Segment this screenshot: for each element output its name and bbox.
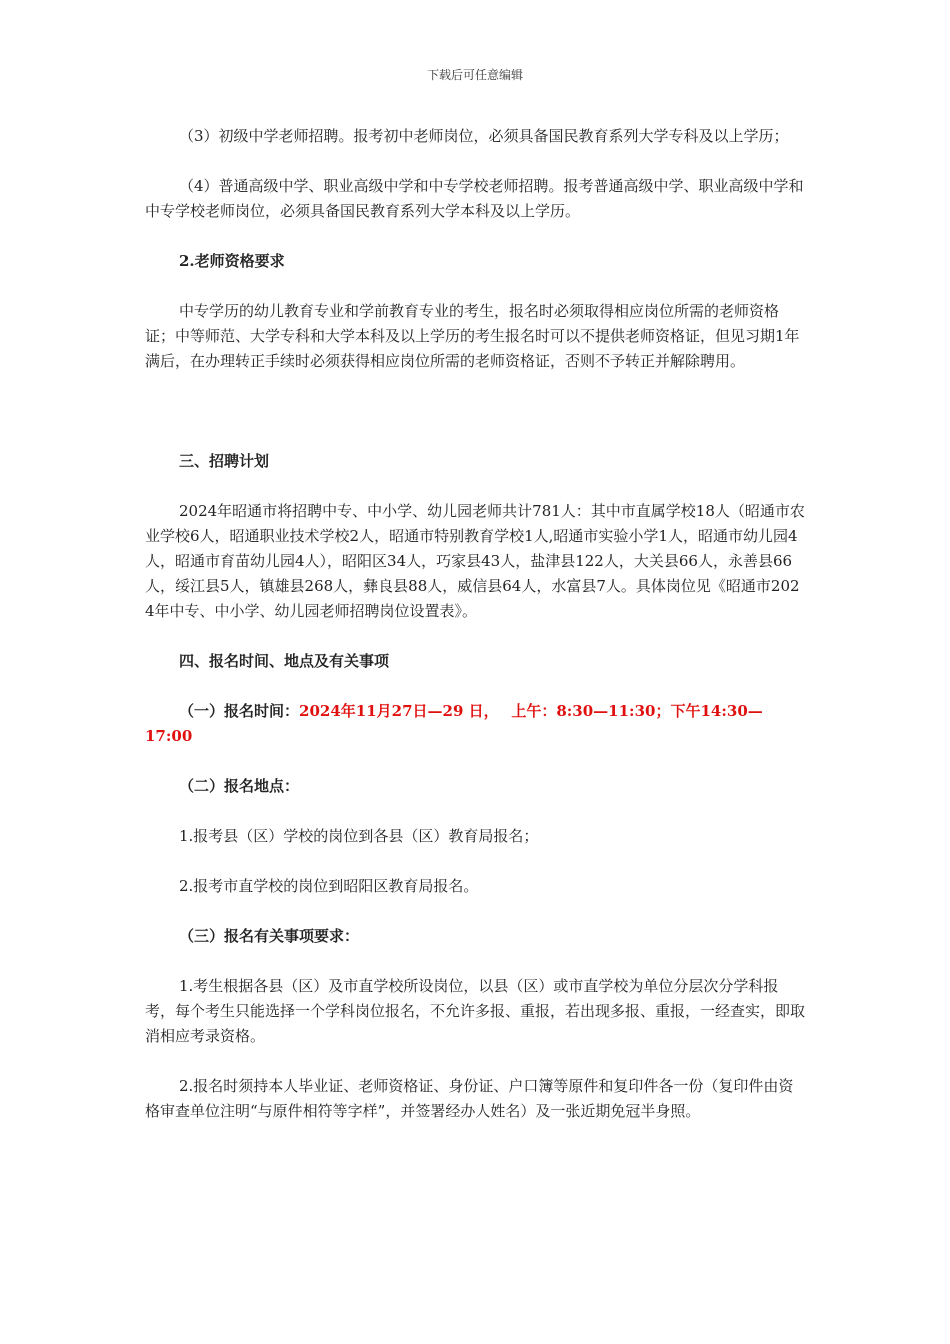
paragraph-senior-high: （4）普通高级中学、职业高级中学和中专学校老师招聘。报考普通高级中学、职业高级中学和中专学校老师岗位，必须具备国民教育系列大学本科及以上学历。: [145, 177, 804, 220]
registration-place-city: 2.报考市直学校的岗位到昭阳区教育局报名。: [179, 877, 479, 895]
heading-registration-place: （二）报名地点：: [179, 777, 300, 795]
paragraph-junior-middle: （3）初级中学老师招聘。报考初中老师岗位，必须具备国民教育系列大学专科及以上学历；: [179, 127, 789, 145]
heading-teacher-qualification: 2.老师资格要求: [179, 252, 285, 270]
requirement-item-2: 2.报名时须持本人毕业证、老师资格证、身份证、户口簿等原件和复印件各一份（复印件由资格审查单位注明“与原件相符等字样”，并签署经办人姓名）及一张近期免冠半身照。: [145, 1077, 794, 1120]
heading-registration-requirements: （三）报名有关事项要求：: [179, 927, 360, 945]
heading-registration: 四、报名时间、地点及有关事项: [179, 652, 390, 670]
registration-time-value: 2024年11月27日—29 日， 上午：8:30—11:30；下午14:30—17:00: [145, 702, 763, 745]
requirement-item-1: 1.考生根据各县（区）及市直学校所设岗位，以县（区）或市直学校为单位分层次分学科报考，每个考生只能选择一个学科岗位报名，不允许多报、重报，若出现多报、重报，一经查实，即取消相应考录资格。: [145, 977, 806, 1045]
registration-time: [145, 699, 808, 749]
heading-recruitment-plan: 三、招聘计划: [179, 452, 270, 470]
paragraph-recruitment-plan: 2024年昭通市将招聘中专、中小学、幼儿园老师共计781人：其中市直属学校18人（昭通市农业学校6人，昭通职业技术学校2人，昭通市特别教育学校1人,昭通市实验小学1人，昭通市幼儿园4人，昭通市育苗幼儿园4人），昭阳区34人，巧家县43人，盐津县122人，大关县66人，永善县66人，绥江县5人，镇雄县268人，彝良县88人，威信县64人，水富县7人。具体岗位见《昭通市2024年中专、中小学、幼儿园老师招聘岗位设置表》。: [145, 502, 805, 620]
page-header: 下载后可任意编辑: [426, 68, 523, 82]
registration-place-county: 1.报考县（区）学校的岗位到各县（区）教育局报名；: [179, 827, 539, 845]
document-body: [145, 124, 808, 1124]
paragraph-qualification-detail: 中专学历的幼儿教育专业和学前教育专业的考生，报名时必须取得相应岗位所需的老师资格证；中等师范、大学专科和大学本科及以上学历的考生报名时可以不提供老师资格证，但见习期1年满后，在办理转正手续时必须获得相应岗位所需的老师资格证，否则不予转正并解除聘用。: [145, 302, 800, 370]
registration-time-label: （一）报名时间：: [179, 702, 300, 720]
